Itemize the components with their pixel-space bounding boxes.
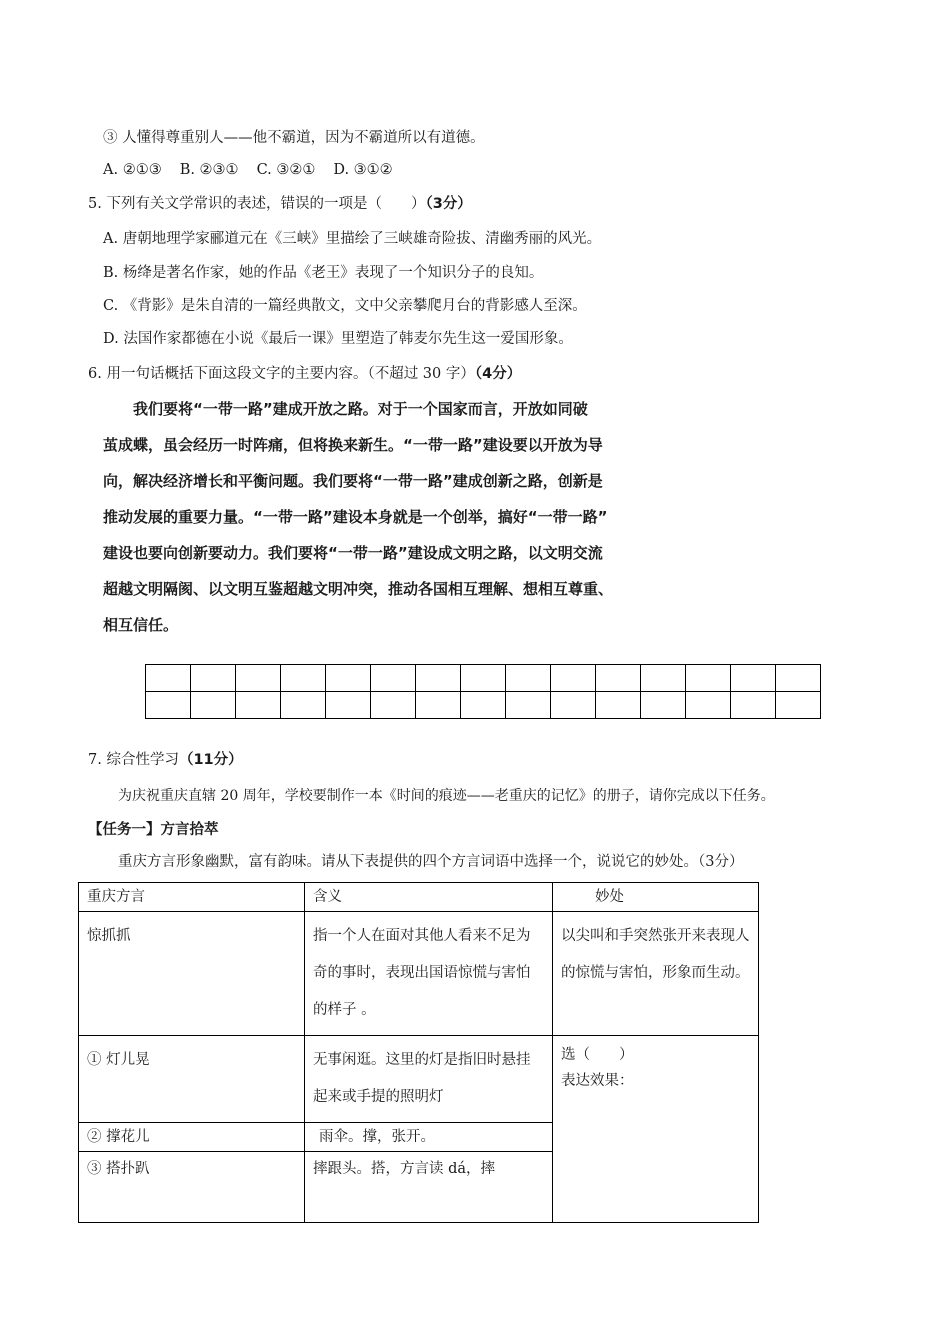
task1-desc: 重庆方言形象幽默，富有韵味。请从下表提供的四个方言词语中选择一个，说说它的妙处。（3分） [118, 854, 744, 870]
answer-grid-row [146, 665, 821, 692]
q6-passage-line: 超越文明隔阂、以文明互鉴超越文明冲突，推动各国相互理解、想相互尊重、 [103, 580, 614, 598]
answer-cell[interactable] [686, 665, 731, 692]
answer-cell[interactable] [326, 692, 371, 719]
q4-option-c[interactable]: C. ③②① [256, 162, 316, 178]
answer-cell[interactable] [416, 692, 461, 719]
q6-passage-line: 向，解决经济增长和平衡问题。我们要将“一带一路”建成创新之路，创新是 [103, 472, 603, 490]
answer-cell[interactable] [371, 692, 416, 719]
answer-cell[interactable] [506, 665, 551, 692]
q6-score: （4分） [474, 366, 522, 382]
dialect-meaning: 雨伞。撑，张开。 [305, 1123, 553, 1152]
q6-passage-line: 推动发展的重要力量。“一带一路”建设本身就是一个创举，搞好“一带一路” [103, 508, 608, 526]
answer-cell[interactable] [686, 692, 731, 719]
table-row [79, 1036, 759, 1123]
q4-option-a[interactable]: A. ②①③ [103, 162, 162, 178]
table-row [79, 912, 759, 1036]
answer-cell[interactable] [506, 692, 551, 719]
q4-options [103, 160, 411, 180]
answer-cell-effect[interactable] [553, 1036, 759, 1223]
q5-option-a[interactable]: A. 唐朝地理学家郦道元在《三峡》里描绘了三峡雄奇险拔、清幽秀丽的风光。 [103, 231, 602, 247]
answer-cell[interactable] [281, 665, 326, 692]
answer-cell[interactable] [236, 692, 281, 719]
dialect-table [78, 882, 759, 1223]
q6-passage-line: 相互信任。 [103, 616, 179, 634]
task1-title: 【任务一】方言拾萃 [88, 822, 219, 838]
q7-stem [88, 750, 243, 770]
answer-cell[interactable] [641, 665, 686, 692]
header-meaning: 含义 [305, 883, 553, 912]
dialect-effect: 以尖叫和手突然张开来表现人的惊慌与害怕，形象而生动。 [553, 912, 759, 1036]
answer-cell[interactable] [776, 665, 821, 692]
answer-cell[interactable] [371, 665, 416, 692]
q5-option-d[interactable]: D. 法国作家都德在小说《最后一课》里塑造了韩麦尔先生这一爱国形象。 [103, 331, 573, 347]
answer-select: 选（ ） [561, 1047, 634, 1063]
answer-cell[interactable] [326, 665, 371, 692]
answer-cell[interactable] [596, 692, 641, 719]
answer-cell[interactable] [146, 692, 191, 719]
q4-option-d[interactable]: D. ③①② [333, 162, 393, 178]
answer-cell[interactable] [596, 665, 641, 692]
q4-option-b[interactable]: B. ②③① [179, 162, 239, 178]
q7-score: （11分） [178, 752, 243, 768]
answer-cell[interactable] [281, 692, 326, 719]
answer-cell[interactable] [146, 665, 191, 692]
header-dialect: 重庆方言 [79, 883, 305, 912]
q5-stem-text: 5. 下列有关文学常识的表述，错误的一项是（ ） [88, 196, 426, 212]
answer-cell[interactable] [461, 665, 506, 692]
dialect-word: ① 灯儿晃 [79, 1036, 305, 1123]
q6-stem-text: 6. 用一句话概括下面这段文字的主要内容。（不超过 30 字） [88, 366, 475, 382]
dialect-word: ③ 搭扑趴 [79, 1152, 305, 1223]
dialect-word: ② 撑花儿 [79, 1123, 305, 1152]
q4-item3: ③ 人懂得尊重别人——他不霸道，因为不霸道所以有道德。 [103, 130, 485, 146]
answer-cell[interactable] [191, 692, 236, 719]
answer-grid[interactable] [145, 664, 821, 719]
dialect-meaning: 无事闲逛。这里的灯是指旧时悬挂起来或手提的照明灯 [305, 1036, 553, 1123]
q6-stem [88, 364, 521, 384]
answer-cell[interactable] [551, 665, 596, 692]
answer-cell[interactable] [461, 692, 506, 719]
answer-cell[interactable] [731, 692, 776, 719]
answer-cell[interactable] [416, 665, 461, 692]
dialect-meaning: 摔跟头。搭，方言读 dá，摔 [305, 1152, 553, 1223]
q5-stem [88, 194, 472, 214]
q5-option-c[interactable]: C. 《背影》是朱自清的一篇经典散文，文中父亲攀爬月台的背影感人至深。 [103, 298, 587, 314]
q5-option-b[interactable]: B. 杨绛是著名作家，她的作品《老王》表现了一个知识分子的良知。 [103, 265, 544, 281]
answer-cell[interactable] [731, 665, 776, 692]
answer-cell[interactable] [191, 665, 236, 692]
answer-cell[interactable] [551, 692, 596, 719]
answer-cell[interactable] [236, 665, 281, 692]
q5-score: （3分） [425, 196, 472, 212]
dialect-word: 惊抓抓 [79, 912, 305, 1036]
q7-intro: 为庆祝重庆直辖 20 周年，学校要制作一本《时间的痕迹——老重庆的记忆》的册子，请你完成以下任务。 [118, 788, 775, 804]
q6-passage-line: 建设也要向创新要动力。我们要将“一带一路”建设成文明之路，以文明交流 [103, 544, 603, 562]
q7-stem-text: 7. 综合性学习 [88, 752, 179, 768]
dialect-meaning: 指一个人在面对其他人看来不足为奇的事时，表现出国语惊慌与害怕的样子 。 [305, 912, 553, 1036]
answer-effect-label: 表达效果： [561, 1073, 634, 1089]
answer-cell[interactable] [641, 692, 686, 719]
answer-cell[interactable] [776, 692, 821, 719]
dialect-table-header [79, 883, 759, 912]
q6-passage-line: 我们要将“一带一路”建成开放之路。对于一个国家而言，开放如同破 [103, 400, 588, 418]
answer-grid-row [146, 692, 821, 719]
q6-passage-line: 茧成蝶，虽会经历一时阵痛，但将换来新生。“一带一路”建设要以开放为导 [103, 436, 603, 454]
header-effect: 妙处 [553, 883, 759, 912]
